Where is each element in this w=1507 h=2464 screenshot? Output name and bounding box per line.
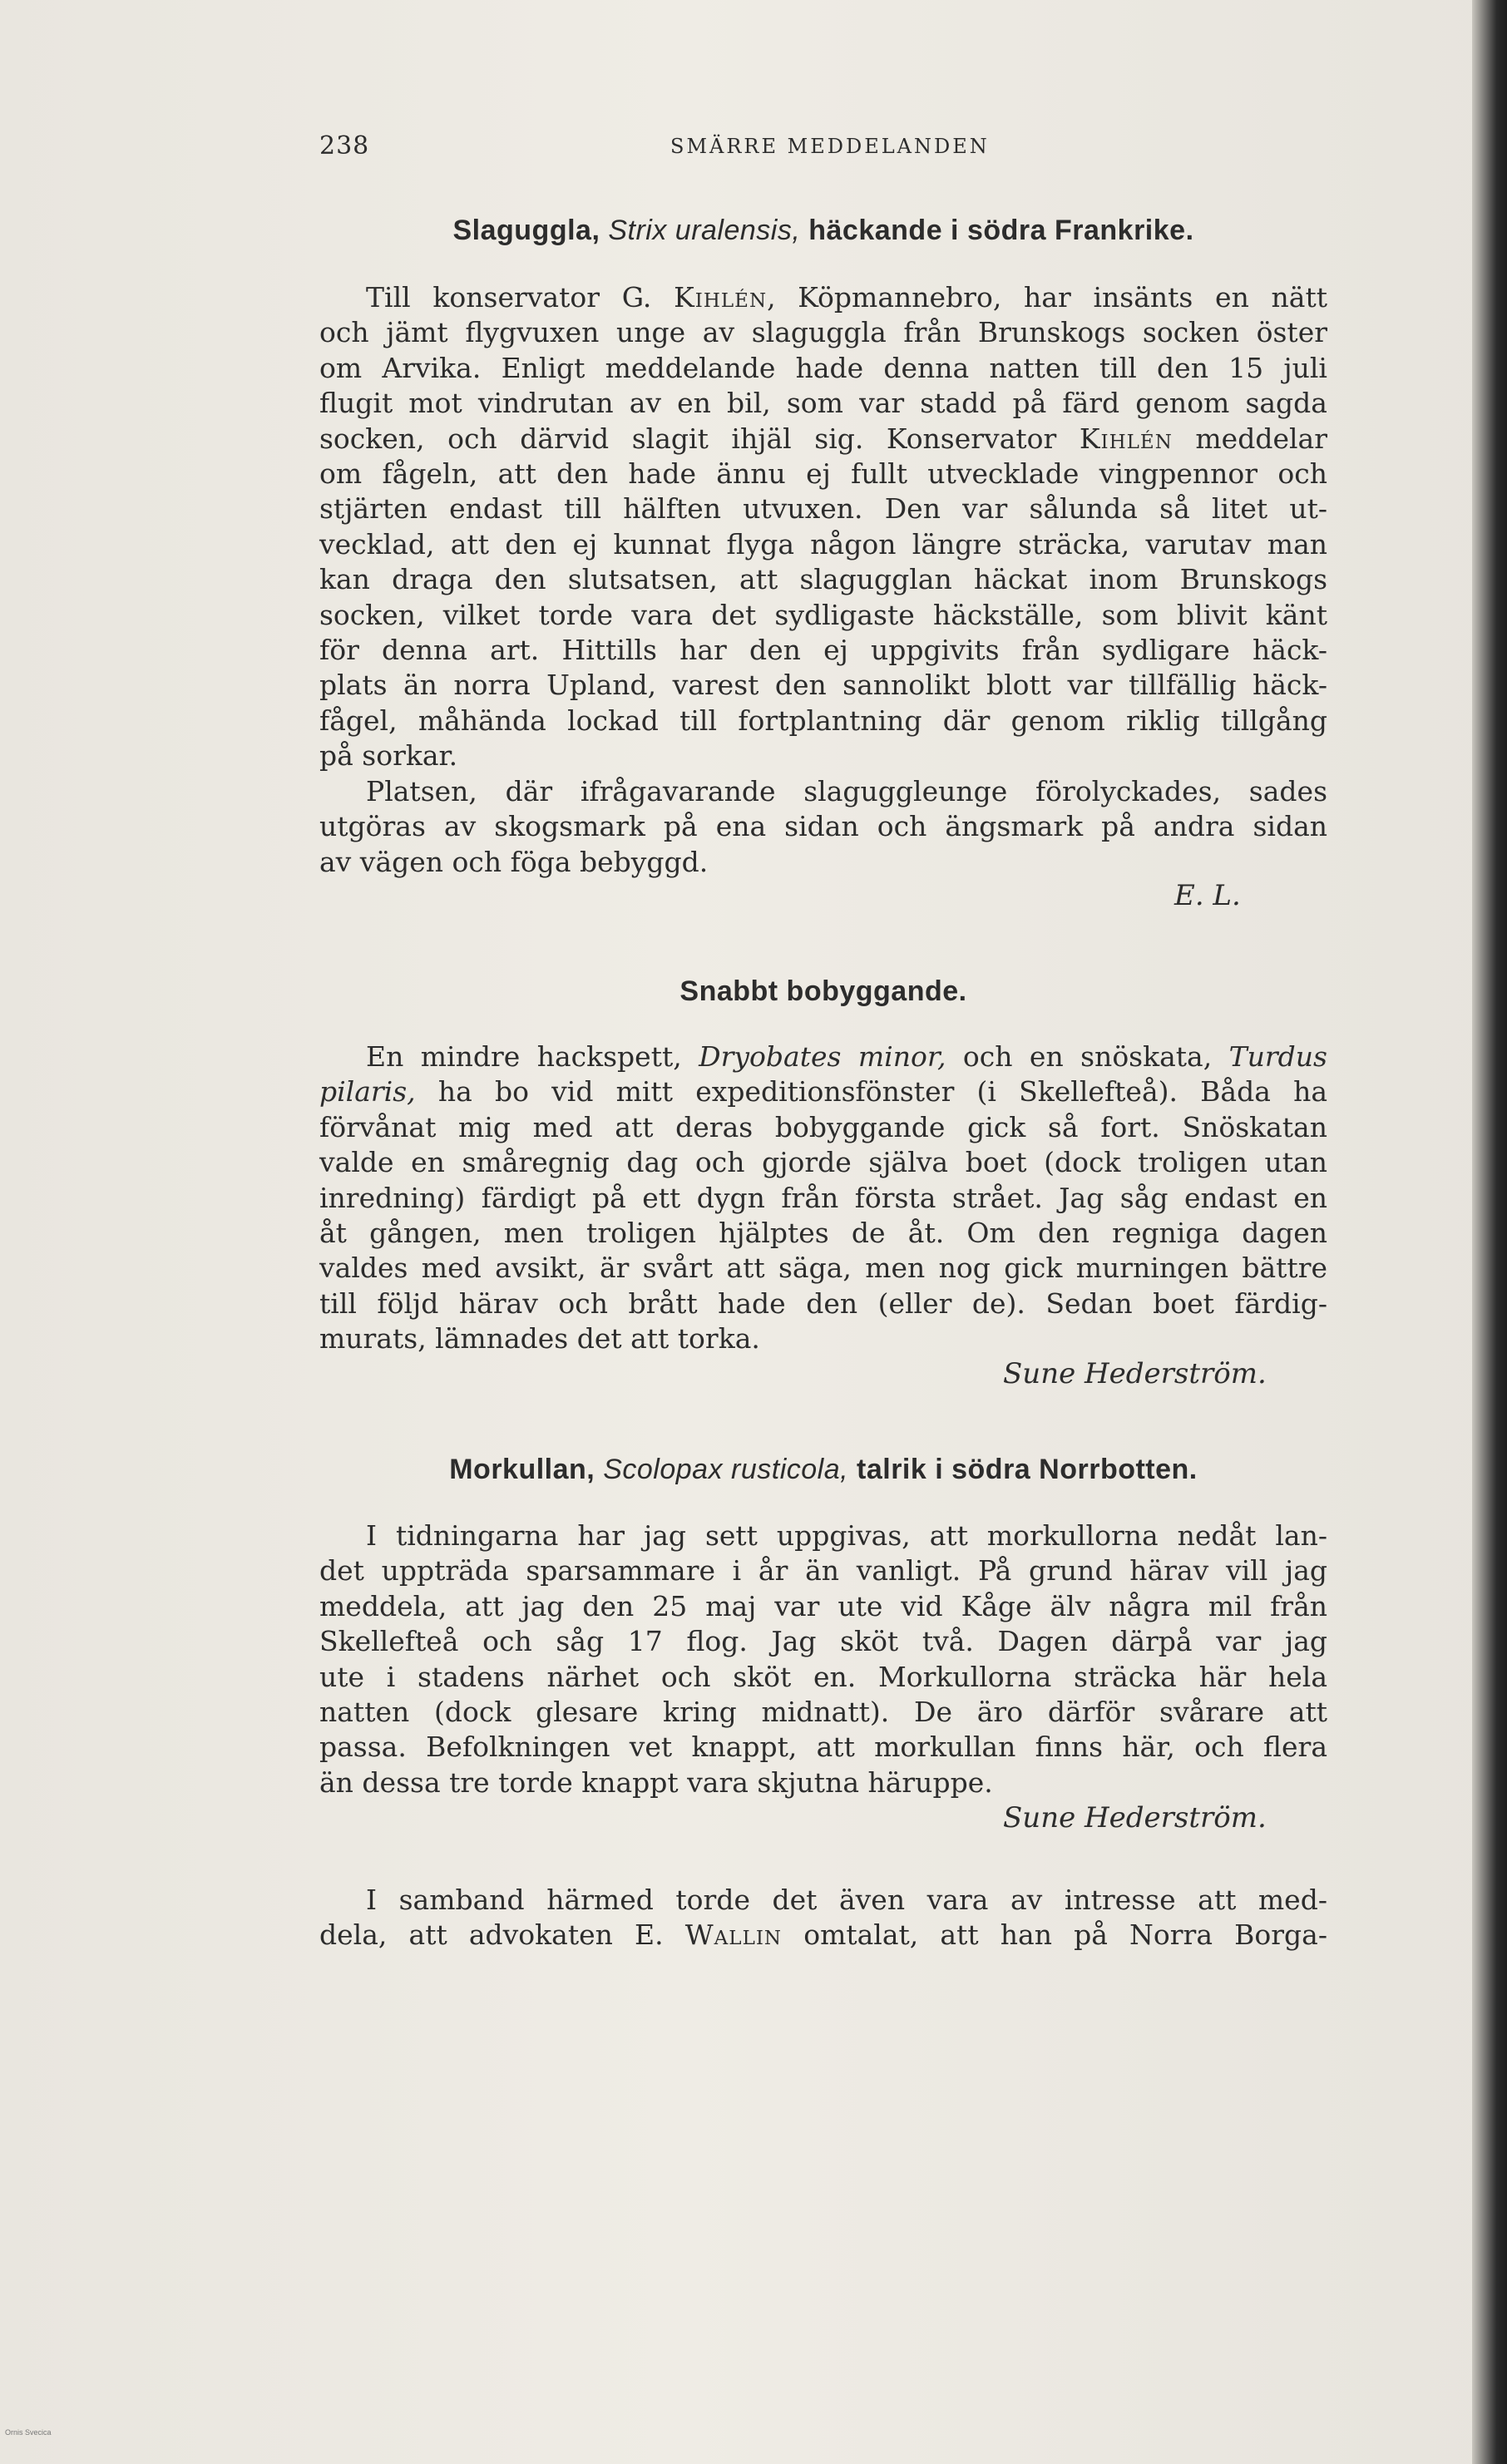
text-line: I samband härmed torde det även vara av intresse att med- <box>366 1884 1327 1916</box>
text-line: vecklad, att den ej kunnat flyga någon längre sträcka, varutav man <box>319 527 1327 560</box>
text-line: natten (dock glesare kring midnatt). De äro därför svårare att <box>319 1696 1327 1729</box>
text-line: pilaris, ha bo vid mitt expeditionsfönster (i Skellefteå). Båda ha <box>319 1075 1327 1109</box>
article-title-bobyggande: Snabbt bobyggande. <box>679 975 967 1007</box>
person-name: Wallin <box>684 1918 783 1952</box>
text-line: plats än norra Upland, varest den sannolikt blott var tillfällig häck- <box>319 669 1327 702</box>
person-name: Kihlén <box>674 281 768 314</box>
article-body-bobyggande <box>319 1039 1327 1357</box>
text-line: om fågeln, att den hade ännu ej fullt utvecklade vingpennor och <box>319 457 1327 491</box>
text-line: och jämt flygvuxen unge av slaguggla från Brunskogs socken öster <box>319 316 1327 349</box>
text-line: meddela, att jag den 25 maj var ute vid Kåge älv några mil från <box>319 1589 1327 1622</box>
text-line: om Arvika. Enligt meddelande hade denna natten till den 15 juli <box>319 351 1327 384</box>
text-line: socken, och därvid slagit ihjäl sig. Konservator Kihlén meddelar <box>319 422 1327 455</box>
text-line: än dessa tre torde knappt vara skjutna häruppe. <box>319 1765 993 1799</box>
article-body-morkullan <box>319 1518 1327 1800</box>
species-name: Strix uralensis, <box>608 215 801 246</box>
text-line: till följd härav och brått hade den (eller de). Sedan boet färdig- <box>319 1286 1327 1320</box>
signature: Sune Hederström. <box>1003 1357 1267 1390</box>
text-line: socken, vilket torde vara det sydligaste häckställe, som blivit känt <box>319 598 1327 631</box>
text-line: på sorkar. <box>319 739 458 773</box>
species-name: pilaris, <box>319 1075 416 1109</box>
species-name: Dryobates minor, <box>699 1040 946 1073</box>
text-line: valdes med avsikt, är svårt att säga, men nog gick murningen bättre <box>319 1252 1327 1285</box>
text-line: Skellefteå och såg 17 flog. Jag sköt två. Dagen därpå var jag <box>319 1625 1327 1658</box>
text-line: murats, lämnades det att torka. <box>319 1322 760 1355</box>
article-title-morkullan: Morkullan, Scolopax rusticola, talrik i södra Norrbotten. <box>449 1454 1198 1485</box>
text-line: kan draga den slutsatsen, att slagugglan häckat inom Brunskogs <box>319 563 1327 596</box>
text-line: inredning) färdigt på ett dygn från första strået. Jag såg endast en <box>319 1181 1327 1214</box>
running-title: SMÄRRE MEDDELANDEN <box>670 135 990 158</box>
text-line: åt gången, men troligen hjälptes de åt. Om den regniga dagen <box>319 1217 1327 1250</box>
scan-edge <box>1472 0 1507 2464</box>
text-line: valde en småregnig dag och gjorde själva boet (dock troligen utan <box>319 1146 1327 1179</box>
article-title-slaguggla: Slaguggla, Strix uralensis, häckande i södra Frankrike. <box>452 215 1194 246</box>
person-name: Kihlén <box>1079 422 1173 455</box>
article-body-continuation <box>319 1883 1327 1953</box>
signature: Sune Hederström. <box>1003 1801 1267 1834</box>
text-line: Platsen, där ifrågavarande slaguggleunge förolyckades, sades <box>366 774 1327 807</box>
text-line: En mindre hackspett, Dryobates minor, och en snöskata, Turdus <box>366 1040 1327 1073</box>
text-line: förvånat mig med att deras bobyggande gick så fort. Snöskatan <box>319 1110 1327 1143</box>
text-line: Till konservator G. Kihlén, Köpmannebro, har insänts en nätt <box>366 281 1327 314</box>
text-line: det uppträda sparsammare i år än vanligt. På grund härav vill jag <box>319 1554 1327 1588</box>
signature: E. L. <box>1174 879 1241 912</box>
text-line: stjärten endast till hälften utvuxen. Den var sålunda så litet ut- <box>319 492 1327 526</box>
text-line: ute i stadens närhet och sköt en. Morkullorna sträcka här hela <box>319 1660 1327 1693</box>
species-name: Turdus <box>1228 1040 1327 1073</box>
article-body-slaguggla <box>319 280 1327 880</box>
text-line: för denna art. Hittills har den ej uppgivits från sydligare häck- <box>319 634 1327 667</box>
text-line: I tidningarna har jag sett uppgivas, att morkullorna nedåt lan- <box>366 1519 1327 1552</box>
text-line: av vägen och föga bebyggd. <box>319 845 709 878</box>
text-line: utgöras av skogsmark på ena sidan och ängsmark på andra sidan <box>319 810 1327 843</box>
text-line: passa. Befolkningen vet knappt, att morkullan finns här, och flera <box>319 1731 1327 1764</box>
running-head <box>319 131 1327 165</box>
text-line: dela, att advokaten E. Wallin omtalat, att han på Norra Borga- <box>319 1918 1327 1952</box>
library-stamp: Ornis Svecica <box>5 2428 52 2437</box>
text-line: flugit mot vindrutan av en bil, som var stadd på färd genom sagda <box>319 387 1327 420</box>
species-name: Scolopax rusticola, <box>603 1454 849 1485</box>
text-line: fågel, måhända lockad till fortplantning där genom riklig tillgång <box>319 704 1327 737</box>
page-number: 238 <box>319 131 370 160</box>
